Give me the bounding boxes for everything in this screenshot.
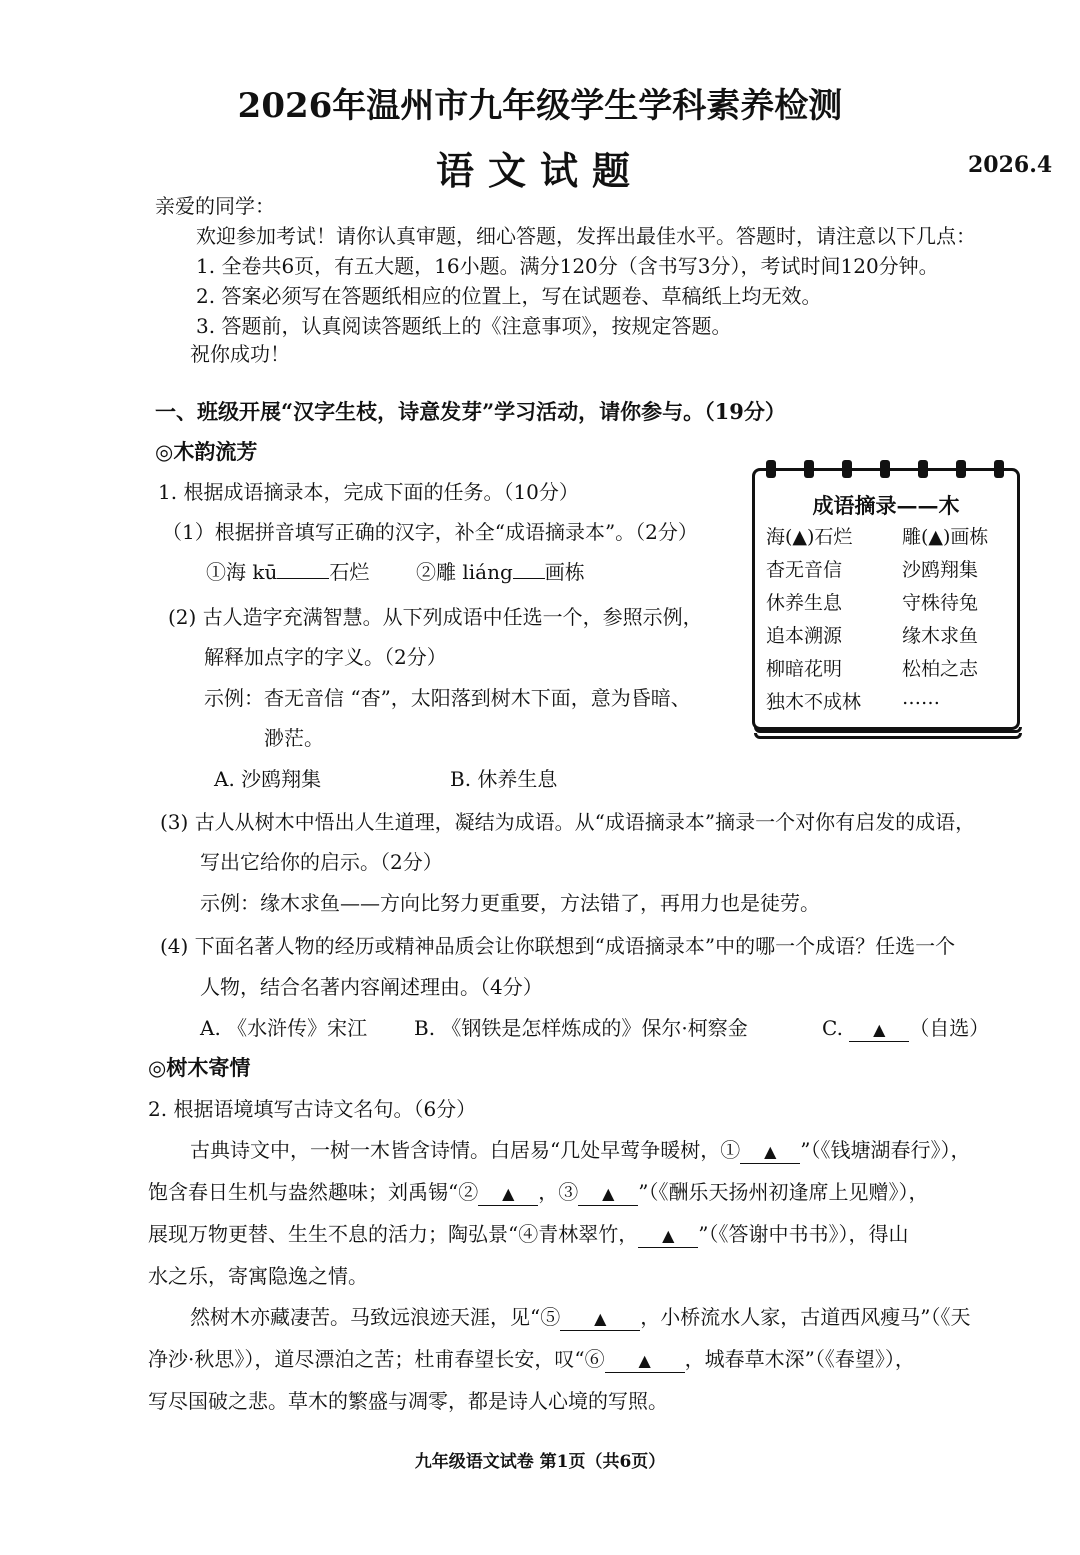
answer-blank[interactable]: ▲ bbox=[740, 1141, 800, 1164]
notebook-title: 成语摘录——木 bbox=[812, 493, 960, 518]
example-text: 渺茫。 bbox=[264, 726, 324, 750]
question-1-part-2: (2) 古人造字充满智慧。从下列成语中任选一个，参照示例， bbox=[168, 605, 703, 629]
pinyin-item-1: ①海 kū 石烂 bbox=[206, 560, 370, 584]
example-text: 示例：杳无音信 “杳”，太阳落到树木下面，意为昏暗、 bbox=[204, 686, 691, 710]
option-b: B. 《钢铁是怎样炼成的》保尔·柯察金 bbox=[414, 1016, 748, 1040]
notebook-idiom: 缘木求鱼 bbox=[902, 625, 979, 647]
section-heading: 一、班级开展“汉字生枝，诗意发芽”学习活动，请你参与。（19分） bbox=[155, 399, 786, 424]
answer-blank[interactable]: ▲ bbox=[560, 1308, 640, 1331]
idiom-notebook bbox=[752, 460, 1024, 745]
notebook-page-edge bbox=[754, 733, 1022, 739]
notebook-idiom: 雕(▲)画栋 bbox=[902, 526, 989, 548]
notes-line: 3. 答题前，认真阅读答题纸上的《注意事项》，按规定答题。 bbox=[196, 314, 732, 338]
notes-closing: 祝你成功！ bbox=[190, 342, 290, 366]
question-2-stem: 2. 根据语境填写古诗文名句。（6分） bbox=[148, 1097, 477, 1121]
notes-line: 欢迎参加考试！请你认真审题，细心答题，发挥出最佳水平。答题时，请注意以下几点： bbox=[196, 224, 976, 248]
notebook-idiom: 松柏之志 bbox=[902, 658, 979, 680]
page-footer: 九年级语文试卷 第1页（共6页） bbox=[414, 1452, 666, 1472]
passage-line: 水之乐，寄寓隐逸之情。 bbox=[148, 1264, 368, 1288]
notes-line: 1. 全卷共6页，有五大题，16小题。满分120分（含书写3分），考试时间120分钟。 bbox=[196, 254, 939, 278]
notebook-idiom: 独木不成林 bbox=[766, 691, 862, 713]
notebook-idiom: 杳无音信 bbox=[766, 559, 843, 581]
exam-title: 2026年温州市九年级学生学科素养检测 bbox=[237, 86, 843, 126]
answer-blank[interactable] bbox=[277, 578, 329, 579]
answer-blank[interactable]: ▲ bbox=[578, 1183, 638, 1206]
question-1-part-4-cont: 人物，结合名著内容阐述理由。（4分） bbox=[200, 975, 543, 999]
notebook-idiom: 沙鸥翔集 bbox=[902, 559, 979, 581]
binder-ring-icon bbox=[842, 460, 852, 478]
answer-blank[interactable] bbox=[513, 578, 545, 579]
question-1-stem: 1. 根据成语摘录本，完成下面的任务。（10分） bbox=[158, 480, 579, 504]
notebook-idiom: 休养生息 bbox=[766, 592, 843, 614]
notebook-idiom: 柳暗花明 bbox=[766, 658, 843, 680]
binder-ring-icon bbox=[766, 460, 776, 478]
subsection-heading: ◎木韵流芳 bbox=[155, 439, 258, 464]
binder-ring-icon bbox=[956, 460, 966, 478]
notebook-idiom: 追本溯源 bbox=[766, 625, 843, 647]
binder-ring-icon bbox=[994, 460, 1004, 478]
option-a: A. 沙鸥翔集 bbox=[214, 767, 322, 791]
exam-date: 2026.4 bbox=[968, 152, 1053, 178]
exam-subtitle: 语文试题 bbox=[435, 148, 644, 193]
notes-line: 2. 答案必须写在答题纸相应的位置上，写在试题卷、草稿纸上均无效。 bbox=[196, 284, 822, 308]
option-c: C. ▲ （自选） bbox=[822, 1016, 990, 1040]
passage-line: 饱含春日生机与盎然趣味；刘禹锡“② ▲ ，③ ▲ ”（《酬乐天扬州初逢席上见赠》）， bbox=[148, 1180, 929, 1204]
answer-blank[interactable]: ▲ bbox=[849, 1019, 909, 1042]
binder-ring-icon bbox=[880, 460, 890, 478]
subsection-heading: ◎树木寄情 bbox=[148, 1055, 251, 1080]
passage-line: 古典诗文中，一树一木皆含诗情。白居易“几处早莺争暖树，① ▲ ”（《钱塘湖春行》）， bbox=[190, 1138, 971, 1162]
passage-line: 展现万物更替、生生不息的活力；陶弘景“④青林翠竹， ▲ ”（《答谢中书书》），得山 bbox=[148, 1222, 909, 1246]
greeting: 亲爱的同学： bbox=[155, 194, 275, 218]
question-1-part-4: (4) 下面名著人物的经历或精神品质会让你联想到“成语摘录本”中的哪一个成语？任选一个 bbox=[160, 934, 956, 958]
passage-line: 写尽国破之悲。草木的繁盛与凋零，都是诗人心境的写照。 bbox=[148, 1389, 668, 1413]
passage-line: 净沙·秋思》），道尽漂泊之苦；杜甫春望长安，叹“⑥ ▲ ，城春草木深”（《春望》）， bbox=[148, 1347, 915, 1371]
passage-line: 然树木亦藏凄苦。马致远浪迹天涯，见“⑤ ▲ ，小桥流水人家，古道西风瘦马”（《天 bbox=[190, 1305, 971, 1329]
option-a: A. 《水浒传》宋江 bbox=[200, 1016, 368, 1040]
question-1-part-3-cont: 写出它给你的启示。（2分） bbox=[200, 850, 443, 874]
question-1-part-1: （1）根据拼音填写正确的汉字，补全“成语摘录本”。（2分） bbox=[162, 520, 698, 544]
answer-blank[interactable]: ▲ bbox=[638, 1225, 698, 1248]
binder-ring-icon bbox=[804, 460, 814, 478]
notebook-idiom: …… bbox=[902, 687, 940, 709]
question-1-part-2-cont: 解释加点字的字义。（2分） bbox=[204, 645, 447, 669]
notebook-idiom: 守株待兔 bbox=[902, 592, 979, 614]
option-b: B. 休养生息 bbox=[450, 767, 558, 791]
binder-ring-icon bbox=[918, 460, 928, 478]
notebook-idiom: 海(▲)石烂 bbox=[766, 526, 853, 548]
pinyin-item-2: ②雕 liáng 画栋 bbox=[416, 560, 585, 584]
question-1-part-3: (3) 古人从树木中悟出人生道理，凝结为成语。从“成语摘录本”摘录一个对你有启发的成语， bbox=[160, 810, 976, 834]
answer-blank[interactable]: ▲ bbox=[478, 1183, 538, 1206]
answer-blank[interactable]: ▲ bbox=[605, 1350, 685, 1373]
example-text: 示例：缘木求鱼——方向比努力更重要，方法错了，再用力也是徒劳。 bbox=[200, 891, 820, 915]
